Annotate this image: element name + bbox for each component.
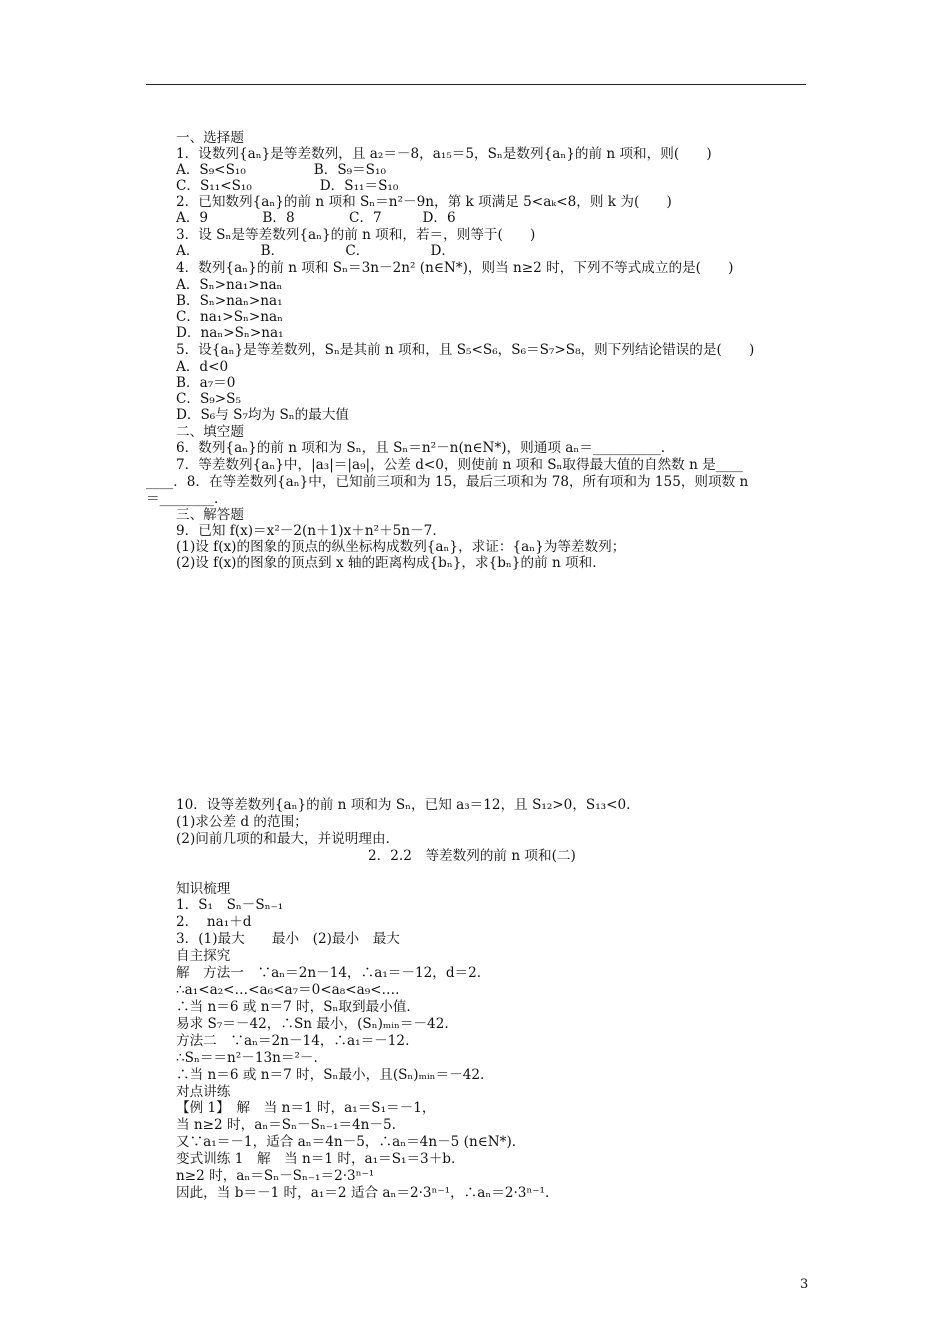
text-line: 二、填空题 xyxy=(176,424,244,440)
text-line: 一、选择题 xyxy=(176,130,244,146)
text-line: A．S₉<S₁₀ B．S₉＝S₁₀ xyxy=(176,162,386,178)
text-line: 1．设数列{aₙ}是等差数列，且 a₂＝－8，a₁₅＝5，Sₙ是数列{aₙ}的前 n 项和，则( ) xyxy=(176,146,712,162)
text-line: 【例 1】 解 当 n＝1 时，a₁＝S₁＝－1， xyxy=(176,1100,436,1116)
text-line: (1)求公差 d 的范围； xyxy=(176,814,308,830)
text-line: B．a₇＝0 xyxy=(176,375,236,391)
text-line: ∴Sₙ＝＝n²－13n＝²－. xyxy=(176,1050,318,1066)
text-line: C．S₉>S₅ xyxy=(176,391,241,407)
text-line: (2)问前几项的和最大，并说明理由. xyxy=(176,831,390,847)
text-line: ____．8．在等差数列{aₙ}中，已知前三项和为 15，最后三项和为 78，所有项和为 155，则项数 n xyxy=(146,474,749,490)
text-line: 1．S₁ Sₙ－Sₙ₋₁ xyxy=(176,897,284,913)
page-number: 3 xyxy=(800,1277,809,1292)
text-line: 3．设 Sₙ是等差数列{aₙ}的前 n 项和，若＝，则等于( ) xyxy=(176,227,536,243)
text-line: 6．数列{aₙ}的前 n 项和为 Sₙ，且 Sₙ＝n²－n(n∈N*)，则通项 aₙ＝__________. xyxy=(176,440,666,456)
text-line: ∴当 n＝6 或 n＝7 时，Sₙ最小，且(Sₙ)ₘᵢₙ＝－42. xyxy=(176,1067,485,1083)
text-line: 2．2.2 等差数列的前 n 项和(二) xyxy=(368,848,576,864)
text-line: A．9 B．8 C．7 D．6 xyxy=(176,210,456,226)
text-line: 自主探究 xyxy=(176,948,231,964)
text-line: 变式训练 1 解 当 n＝1 时，a₁＝S₁＝3＋b. xyxy=(176,1151,456,1167)
text-line: C．S₁₁<S₁₀ D．S₁₁＝S₁₀ xyxy=(176,178,399,194)
text-line: A．Sₙ>na₁>naₙ xyxy=(176,277,283,293)
text-line: D．naₙ>Sₙ>na₁ xyxy=(176,325,284,341)
text-line: ＝________． xyxy=(146,491,228,507)
text-line: C．na₁>Sₙ>naₙ xyxy=(176,309,284,325)
text-line: 9．已知 f(x)＝x²－2(n＋1)x＋n²＋5n－7. xyxy=(176,523,437,539)
text-line: 易求 S₇＝－42，∴Sn 最小，(Sₙ)ₘᵢₙ＝－42. xyxy=(176,1016,449,1032)
text-line: (1)设 f(x)的图象的顶点的纵坐标构成数列{aₙ}，求证：{aₙ}为等差数列； xyxy=(176,539,626,555)
text-line: 2． na₁＋d xyxy=(176,914,252,930)
text-line: 又∵a₁＝－1，适合 aₙ＝4n－5，∴aₙ＝4n－5 (n∈N*). xyxy=(176,1134,517,1150)
text-line: D．S₆与 S₇均为 Sₙ的最大值 xyxy=(176,407,350,423)
text-line: (2)设 f(x)的图象的顶点到 x 轴的距离构成{bₙ}，求{bₙ}的前 n 项和. xyxy=(176,555,597,571)
text-line: A．d<0 xyxy=(176,359,229,375)
text-line: 2．已知数列{aₙ}的前 n 项和 Sₙ＝n²－9n，第 k 项满足 5<aₖ<8，则 k 为( ) xyxy=(176,194,672,210)
text-line: 对点讲练 xyxy=(176,1084,231,1100)
text-line: 3．(1)最大 最小 (2)最小 最大 xyxy=(176,931,400,947)
text-line: 5．设{aₙ}是等差数列，Sₙ是其前 n 项和，且 S₅<S₆，S₆＝S₇>S₈，则下列结论错误的是( ) xyxy=(176,342,755,358)
text-line: A． B． C． D． xyxy=(176,243,455,259)
text-line: B．Sₙ>naₙ>na₁ xyxy=(176,293,283,309)
text-line: 4．数列{aₙ}的前 n 项和 Sₙ＝3n－2n² (n∈N*)，则当 n≥2 时，下列不等式成立的是( ) xyxy=(176,260,734,276)
header-rule xyxy=(146,84,806,85)
text-line: 方法二 ∵aₙ＝2n－14，∴a₁＝－12. xyxy=(176,1033,410,1049)
text-line: 因此，当 b＝－1 时，a₁＝2 适合 aₙ＝2·3ⁿ⁻¹，∴aₙ＝2·3ⁿ⁻¹. xyxy=(176,1185,550,1201)
text-line: ∴a₁<a₂<…<a₆<a₇＝0<a₈<a₉<…. xyxy=(176,982,400,998)
text-line: 10．设等差数列{aₙ}的前 n 项和为 Sₙ，已知 a₃＝12，且 S₁₂>0，S₁₃<0. xyxy=(176,797,631,813)
text-line: 当 n≥2 时，aₙ＝Sₙ－Sₙ₋₁＝4n－5. xyxy=(176,1117,396,1133)
text-line: 7．等差数列{aₙ}中，|a₃|＝|a₉|，公差 d<0，则使前 n 项和 Sₙ取得最大值的自然数 n 是____ xyxy=(176,457,743,473)
text-line: 三、解答题 xyxy=(176,507,244,523)
text-line: 解 方法一 ∵aₙ＝2n－14，∴a₁＝－12，d＝2. xyxy=(176,965,482,981)
text-line: n≥2 时，aₙ＝Sₙ－Sₙ₋₁＝2·3ⁿ⁻¹ xyxy=(176,1168,375,1184)
text-line: 知识梳理 xyxy=(176,881,231,897)
text-line: ∴当 n＝6 或 n＝7 时，Sₙ取到最小值. xyxy=(176,999,411,1015)
